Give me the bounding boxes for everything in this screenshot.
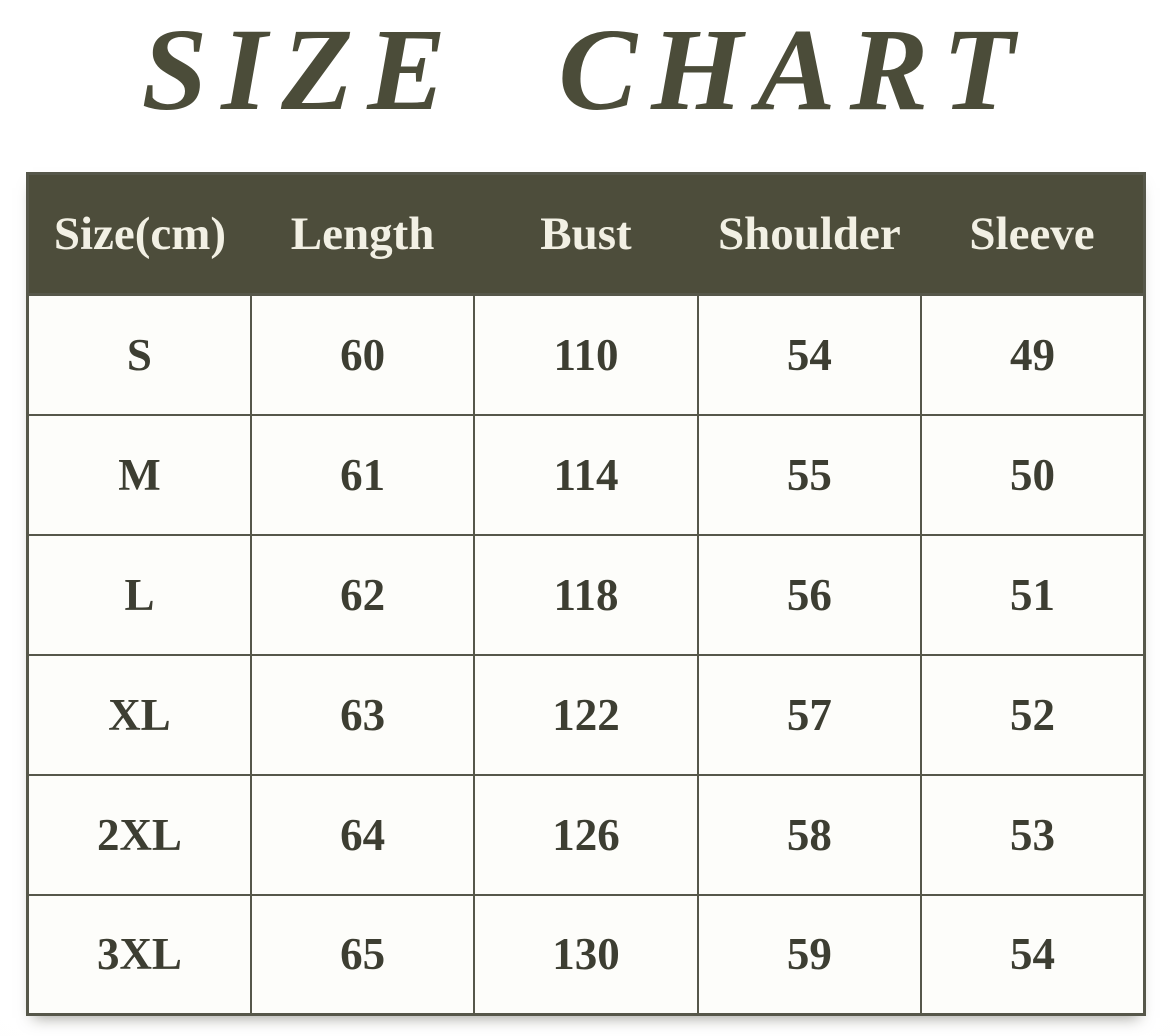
row-label: S — [28, 295, 251, 415]
header-row — [28, 174, 1145, 295]
column-header-size: Size(cm) — [28, 174, 251, 295]
table-body — [28, 295, 1145, 1015]
table-row-3xl — [28, 895, 1145, 1015]
table-cell: 50 — [921, 415, 1144, 535]
table-header — [28, 174, 1145, 295]
table-cell: 118 — [474, 535, 697, 655]
table-cell: 54 — [921, 895, 1144, 1015]
table-cell: 122 — [474, 655, 697, 775]
table-cell: 51 — [921, 535, 1144, 655]
row-label: M — [28, 415, 251, 535]
page-title: SIZE CHART — [141, 4, 1029, 135]
table-cell: 60 — [251, 295, 474, 415]
table-cell: 56 — [698, 535, 921, 655]
table-cell: 110 — [474, 295, 697, 415]
table-cell: 126 — [474, 775, 697, 895]
table-cell: 65 — [251, 895, 474, 1015]
row-label: XL — [28, 655, 251, 775]
table-cell: 49 — [921, 295, 1144, 415]
table-row-m — [28, 415, 1145, 535]
table-row-l — [28, 535, 1145, 655]
table-cell: 54 — [698, 295, 921, 415]
row-label: L — [28, 535, 251, 655]
size-chart-table — [26, 172, 1146, 1016]
table-cell: 55 — [698, 415, 921, 535]
column-header-sleeve: Sleeve — [921, 174, 1144, 295]
table-cell: 57 — [698, 655, 921, 775]
table-cell: 63 — [251, 655, 474, 775]
table-row-xl — [28, 655, 1145, 775]
table-cell: 61 — [251, 415, 474, 535]
table-row-s — [28, 295, 1145, 415]
table-cell: 52 — [921, 655, 1144, 775]
column-header-shoulder: Shoulder — [698, 174, 921, 295]
row-label: 3XL — [28, 895, 251, 1015]
table-cell: 53 — [921, 775, 1144, 895]
table-row-2xl — [28, 775, 1145, 895]
table-cell: 130 — [474, 895, 697, 1015]
column-header-bust: Bust — [474, 174, 697, 295]
column-header-length: Length — [251, 174, 474, 295]
row-label: 2XL — [28, 775, 251, 895]
table-cell: 59 — [698, 895, 921, 1015]
table-cell: 58 — [698, 775, 921, 895]
table-cell: 114 — [474, 415, 697, 535]
table-cell: 62 — [251, 535, 474, 655]
table-cell: 64 — [251, 775, 474, 895]
